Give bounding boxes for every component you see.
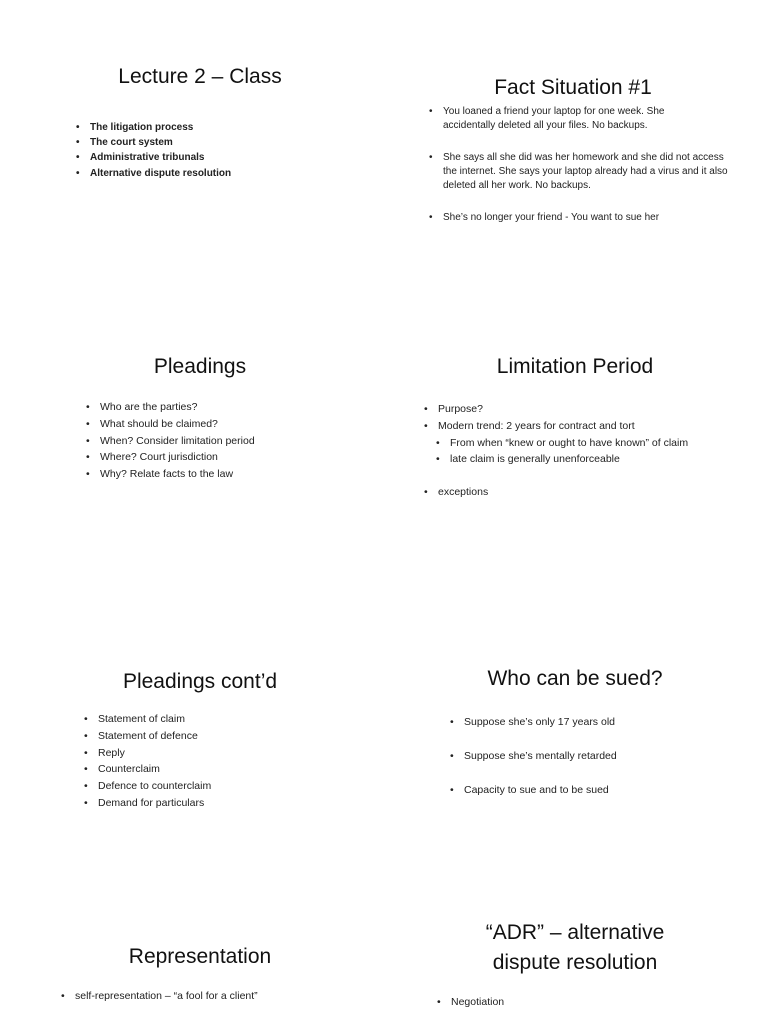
slide-lecture-class bbox=[0, 60, 384, 350]
slide-limitation-period bbox=[384, 350, 768, 640]
slide-title: Pleadings cont’d bbox=[122, 670, 278, 693]
list-item: • late claim is generally unenforceable bbox=[450, 451, 688, 468]
list-item: • Modern trend: 2 years for contract and tort bbox=[438, 418, 688, 435]
slide-title: Pleadings bbox=[153, 355, 247, 378]
slide-adr bbox=[384, 916, 768, 1024]
list-item: • Purpose? bbox=[438, 401, 688, 418]
list-item: • Suppose she’s only 17 years old bbox=[464, 714, 617, 731]
slide-title-line-1: “ADR” – alternative bbox=[485, 921, 665, 944]
list-item: • Negotiation bbox=[451, 994, 504, 1011]
list-item: • exceptions bbox=[438, 484, 688, 501]
slide-representation bbox=[0, 940, 384, 1024]
list-item: • self-representation – “a fool for a client” bbox=[75, 988, 258, 1005]
bullet-list bbox=[438, 401, 688, 501]
list-item: • You loaned a friend your laptop for one week. She accidentally deleted all your files. No backups. bbox=[443, 105, 713, 133]
list-item: • Capacity to sue and to be sued bbox=[464, 782, 617, 799]
list-item: • Statement of defence bbox=[98, 728, 211, 745]
slide-title-line-2: dispute resolution bbox=[492, 951, 658, 974]
slide-fact-situation bbox=[384, 60, 768, 350]
list-item: • Administrative tribunals bbox=[90, 150, 231, 165]
list-item: • Where? Court jurisdiction bbox=[100, 449, 255, 466]
bullet-list bbox=[98, 711, 211, 812]
list-item: • Demand for particulars bbox=[98, 795, 211, 812]
list-item: • She’s no longer your friend - You want to sue her bbox=[443, 211, 728, 225]
slide-title: Representation bbox=[128, 945, 272, 968]
slide-title: Who can be sued? bbox=[487, 667, 663, 690]
slide-title: Lecture 2 – Class bbox=[118, 65, 282, 88]
list-item: • Why? Relate facts to the law bbox=[100, 466, 255, 483]
slide-pleadings bbox=[0, 350, 384, 640]
bullet-list bbox=[464, 714, 617, 815]
slide-title: Fact Situation #1 bbox=[494, 76, 652, 99]
bullet-list bbox=[100, 399, 255, 483]
bullet-list bbox=[443, 105, 728, 225]
list-item: • She says all she did was her homework and she did not access the internet. She says your laptop already had a virus and it also deleted all her work. No backups. bbox=[443, 151, 728, 193]
slide-title: Limitation Period bbox=[496, 355, 654, 378]
list-item: • Counterclaim bbox=[98, 761, 211, 778]
list-item: • The court system bbox=[90, 135, 231, 150]
list-item: • The litigation process bbox=[90, 120, 231, 135]
list-item: • When? Consider limitation period bbox=[100, 433, 255, 450]
list-item: • What should be claimed? bbox=[100, 416, 255, 433]
list-item: • Statement of claim bbox=[98, 711, 211, 728]
bullet-list bbox=[75, 988, 258, 1005]
list-item: • Suppose she’s mentally retarded bbox=[464, 748, 617, 765]
list-item: • Who are the parties? bbox=[100, 399, 255, 416]
list-item: • Reply bbox=[98, 745, 211, 762]
list-item: • Alternative dispute resolution bbox=[90, 166, 231, 181]
slide-who-can-be-sued bbox=[384, 662, 768, 952]
list-item: • Defence to counterclaim bbox=[98, 778, 211, 795]
slide-pleadings-contd bbox=[0, 665, 384, 955]
list-item: • From when “knew or ought to have known” of claim bbox=[450, 435, 688, 452]
bullet-list bbox=[90, 120, 231, 181]
bullet-list bbox=[451, 994, 504, 1011]
